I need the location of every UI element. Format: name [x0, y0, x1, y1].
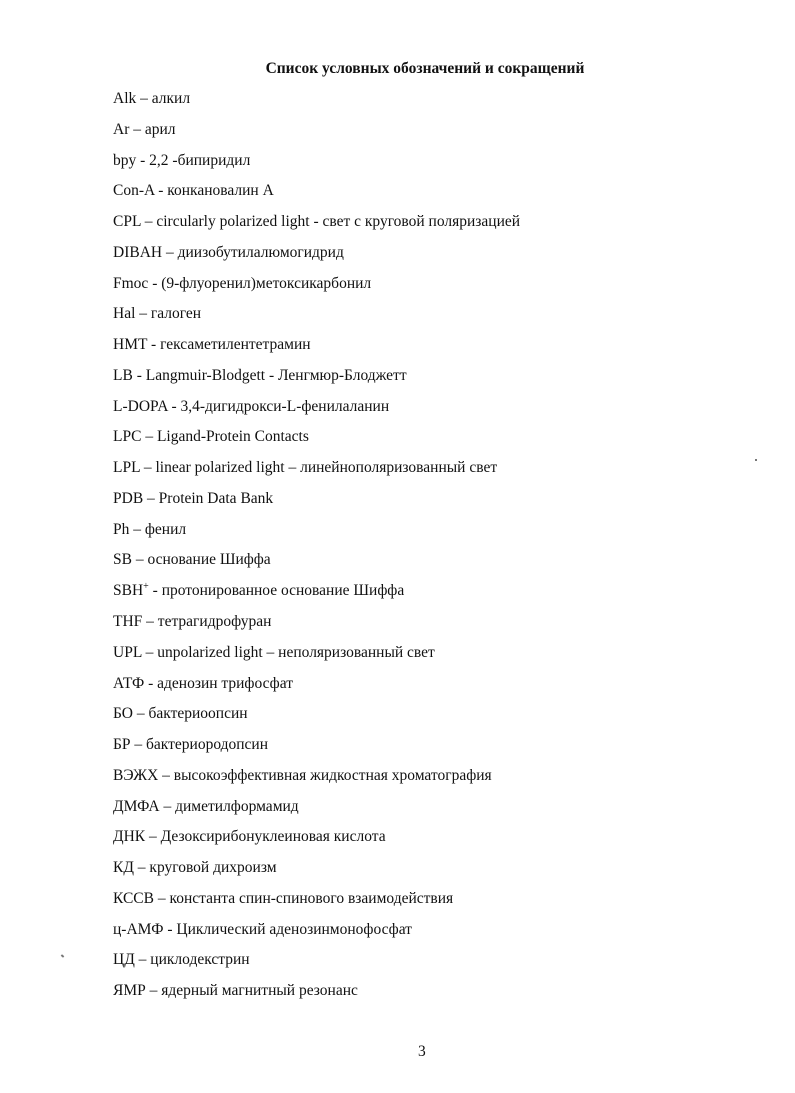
abbreviation-separator: – [140, 213, 157, 231]
abbreviation-separator: - [132, 366, 146, 384]
abbreviation-definition: Langmuir-Blodgett - Ленгмюр-Блоджетт [145, 366, 407, 384]
abbreviation-term: ЯМР [113, 982, 146, 1000]
abbreviation-definition: unpolarized light – неполяризованный свет [157, 643, 435, 661]
abbreviation-separator: - [148, 582, 162, 600]
abbreviation-separator: – [130, 736, 147, 754]
abbreviation-entry [113, 982, 520, 1013]
abbreviation-entry [113, 613, 520, 644]
abbreviation-list [113, 90, 520, 1013]
abbreviation-term: ЦД [113, 951, 135, 969]
abbreviation-definition: галоген [150, 305, 202, 323]
abbreviation-definition: linear polarized light – линейнополяризованный свет [155, 459, 498, 477]
abbreviation-separator: – [159, 797, 176, 815]
abbreviation-entry [113, 305, 520, 336]
abbreviation-term: Con-A [113, 182, 155, 200]
abbreviation-separator: – [145, 828, 161, 846]
abbreviation-definition: основание Шиффа [147, 551, 271, 569]
abbreviation-term: bpy [113, 151, 137, 169]
abbreviation-term: LB [113, 366, 133, 384]
abbreviation-definition: круговой дихроизм [149, 859, 277, 877]
abbreviation-entry [113, 705, 520, 736]
abbreviation-definition: тетрагидрофуран [157, 613, 272, 631]
abbreviation-definition: арил [144, 120, 176, 138]
abbreviation-separator: – [141, 643, 158, 661]
abbreviation-term: HMT [113, 336, 148, 354]
abbreviation-definition: Protein Data Bank [158, 489, 274, 507]
abbreviation-separator: – [145, 982, 162, 1000]
abbreviation-entry [113, 213, 520, 244]
abbreviation-term: SB [113, 551, 132, 569]
abbreviation-definition: высокоэффективная жидкостная хроматография [173, 766, 492, 784]
abbreviation-definition: константа спин-спинового взаимодействия [169, 889, 454, 907]
abbreviation-separator: – [142, 613, 158, 631]
abbreviation-term: БР [113, 736, 131, 754]
abbreviation-definition: алкил [151, 90, 191, 107]
abbreviation-separator: – [133, 705, 149, 723]
abbreviation-separator: – [129, 120, 145, 138]
abbreviation-term: THF [113, 613, 143, 631]
abbreviation-term: ВЭЖХ [113, 766, 159, 784]
abbreviation-term: КД [113, 859, 134, 877]
abbreviation-entry [113, 398, 520, 429]
abbreviation-term: PDB [113, 489, 144, 507]
abbreviation-entry [113, 675, 520, 706]
abbreviation-definition: гексаметилентетрамин [160, 336, 311, 354]
abbreviation-term: ДНК [113, 828, 146, 846]
abbreviation-definition: бактериоопсин [148, 705, 248, 723]
abbreviation-definition: циклодекстрин [150, 951, 250, 969]
abbreviation-definition: диизобутилалюмогидрид [177, 243, 344, 261]
abbreviation-separator: – [134, 951, 151, 969]
abbreviation-separator: – [143, 489, 159, 507]
abbreviation-term: UPL [113, 643, 142, 661]
abbreviation-definition: протонированное основание Шиффа [161, 582, 405, 600]
abbreviation-term: SBH [113, 582, 144, 600]
abbreviation-entry [113, 582, 520, 613]
abbreviation-term: АТФ [113, 674, 145, 692]
abbreviation-entry [113, 859, 520, 890]
abbreviation-term: Hal [113, 305, 136, 323]
abbreviation-separator: - [144, 674, 158, 692]
abbreviation-separator: - [163, 920, 177, 938]
scan-speck [755, 459, 757, 461]
abbreviation-term: ц-АМФ [113, 920, 164, 938]
abbreviation-term: Ph [113, 520, 130, 538]
abbreviation-separator: – [131, 551, 148, 569]
abbreviation-term: Fmoc [113, 274, 149, 292]
abbreviation-separator: – [133, 859, 150, 877]
abbreviation-separator: - [148, 274, 162, 292]
abbreviation-entry [113, 767, 520, 798]
abbreviation-entry [113, 244, 520, 275]
abbreviation-definition: аденозин трифосфат [157, 674, 293, 692]
abbreviation-entry [113, 367, 520, 398]
abbreviation-separator: – [136, 90, 152, 107]
abbreviation-entry [113, 644, 520, 675]
abbreviation-entry [113, 798, 520, 829]
abbreviation-separator: – [135, 305, 151, 323]
abbreviation-term: L-DOPA [113, 397, 168, 415]
abbreviation-entry [113, 490, 520, 521]
abbreviation-definition: 3,4-дигидрокси-L-фенилаланин [180, 397, 390, 415]
abbreviation-term: КССВ [113, 889, 154, 907]
abbreviation-definition: диметилформамид [175, 797, 299, 815]
page-number: 3 [418, 1043, 426, 1060]
abbreviation-term: Ar [113, 120, 130, 138]
abbreviation-separator: – [153, 889, 170, 907]
abbreviation-definition: Ligand-Protein Contacts [156, 428, 309, 446]
abbreviation-definition: ядерный магнитный резонанс [161, 982, 358, 1000]
abbreviation-entry [113, 951, 520, 982]
abbreviation-entry [113, 275, 520, 306]
abbreviation-entry [113, 521, 520, 552]
abbreviation-separator: – [129, 520, 145, 538]
abbreviation-entry [113, 921, 520, 952]
abbreviation-term: LPL [113, 459, 140, 477]
abbreviation-entry [113, 182, 520, 213]
abbreviation-definition: 2,2 -бипиридил [149, 151, 251, 169]
abbreviation-definition: circularly polarized light - свет с круговой поляризацией [156, 213, 521, 231]
abbreviation-separator: - [147, 336, 161, 354]
abbreviation-entry [113, 121, 520, 152]
abbreviation-entry [113, 459, 520, 490]
abbreviation-separator: - [136, 151, 150, 169]
abbreviation-term: ДМФА [113, 797, 160, 815]
scan-speck [61, 954, 65, 957]
abbreviation-entry [113, 428, 520, 459]
abbreviation-entry [113, 551, 520, 582]
abbreviation-separator: - [167, 397, 181, 415]
abbreviation-definition: фенил [144, 520, 187, 538]
abbreviation-term: DIBAH [113, 243, 163, 261]
abbreviation-definition: (9-флуоренил)метоксикарбонил [161, 274, 372, 292]
abbreviation-term: LPC [113, 428, 142, 446]
abbreviation-superscript: + [143, 581, 149, 593]
abbreviation-separator: – [141, 428, 157, 446]
abbreviation-separator: – [158, 766, 174, 784]
abbreviation-definition: конкановалин A [167, 182, 274, 200]
abbreviation-separator: – [139, 459, 156, 477]
abbreviation-definition: Циклический аденозинмонофосфат [176, 920, 412, 938]
abbreviation-separator: - [154, 182, 168, 200]
abbreviation-separator: – [162, 243, 178, 261]
abbreviation-term: Alk [113, 90, 137, 107]
abbreviation-definition: Дезоксирибонуклеиновая кислота [160, 828, 386, 846]
abbreviation-entry [113, 90, 520, 121]
page-title: Список условных обозначений и сокращений [265, 60, 585, 77]
abbreviation-entry [113, 828, 520, 859]
abbreviation-entry [113, 736, 520, 767]
abbreviation-term: БО [113, 705, 133, 723]
abbreviation-term: CPL [113, 213, 141, 231]
abbreviation-entry [113, 152, 520, 183]
abbreviation-entry [113, 336, 520, 367]
abbreviation-definition: бактериородопсин [146, 736, 269, 754]
abbreviation-entry [113, 890, 520, 921]
